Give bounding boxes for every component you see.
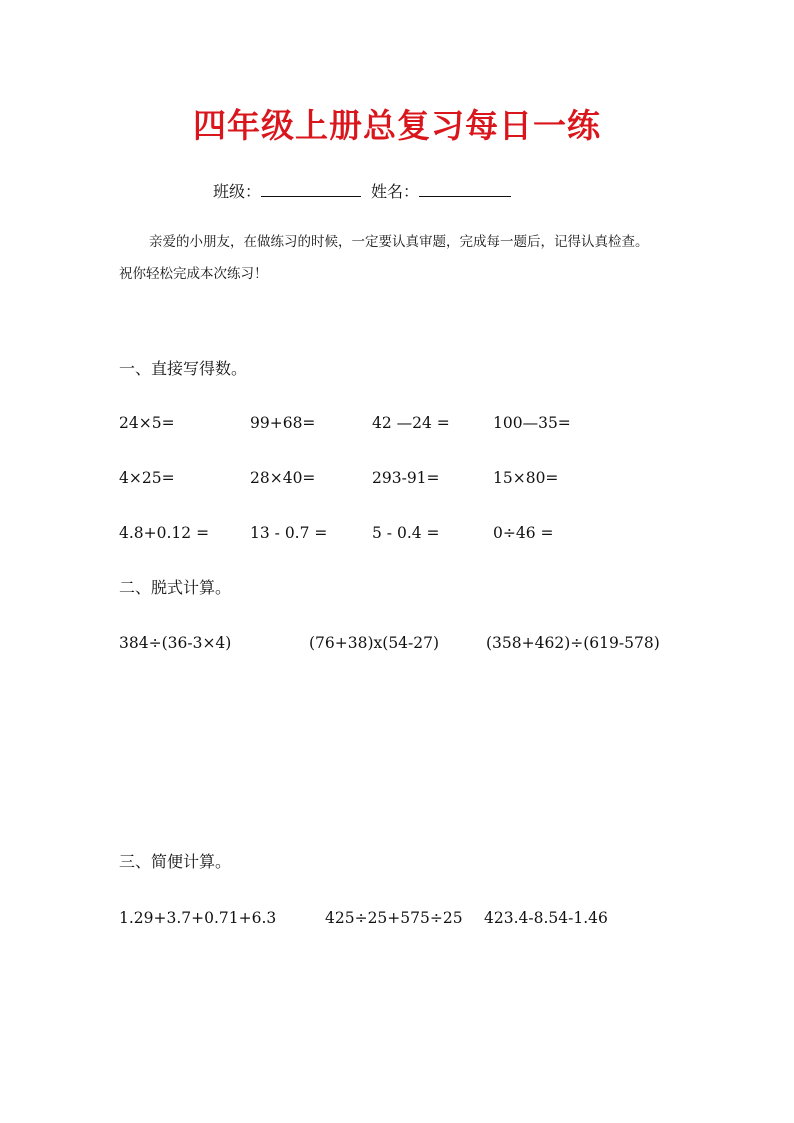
exercise-item: 13 - 0.7 = <box>250 524 328 542</box>
simplify-problem: 423.4-8.54-1.46 <box>484 909 608 927</box>
page-title: 四年级上册总复习每日一练 <box>193 106 601 145</box>
exercise-item: 28×40= <box>250 469 316 487</box>
exercise-item: 5 - 0.4 = <box>372 524 440 542</box>
exercise-row-2 <box>0 465 794 491</box>
calculation-problem: 384÷(36-3×4) <box>119 634 232 652</box>
simplify-problem: 1.29+3.7+0.71+6.3 <box>119 909 277 927</box>
exercise-row-1 <box>0 410 794 436</box>
intro-line-1: 亲爱的小朋友，在做练习的时候，一定要认真审题，完成每一题后，记得认真检查。 <box>149 234 649 250</box>
exercise-row-3 <box>0 520 794 546</box>
simplify-problem: 425÷25+575÷25 <box>325 909 463 927</box>
calculation-problem: (76+38)x(54-27) <box>309 634 440 652</box>
name-label: 姓名： <box>371 182 420 201</box>
section-3-heading: 三、简便计算。 <box>119 852 232 871</box>
section-1-heading: 一、直接写得数。 <box>119 359 248 378</box>
exercise-item: 293-91= <box>372 469 440 487</box>
class-blank[interactable] <box>261 180 361 197</box>
simplify-row <box>0 905 794 931</box>
exercise-item: 0÷46 = <box>493 524 554 542</box>
exercise-item: 24×5= <box>119 414 175 432</box>
exercise-item: 4.8+0.12 = <box>119 524 210 542</box>
calculation-row <box>0 630 794 656</box>
intro-line-2: 祝你轻松完成本次练习！ <box>119 266 268 282</box>
exercise-item: 99+68= <box>250 414 316 432</box>
student-info-line <box>213 180 511 204</box>
name-blank[interactable] <box>419 180 511 197</box>
exercise-item: 42 —24 = <box>372 414 450 432</box>
exercise-item: 4×25= <box>119 469 175 487</box>
calculation-problem: (358+462)÷(619-578) <box>486 634 660 652</box>
section-2-heading: 二、脱式计算。 <box>119 578 232 597</box>
class-label: 班级： <box>213 182 262 201</box>
exercise-item: 15×80= <box>493 469 559 487</box>
exercise-item: 100—35= <box>493 414 571 432</box>
